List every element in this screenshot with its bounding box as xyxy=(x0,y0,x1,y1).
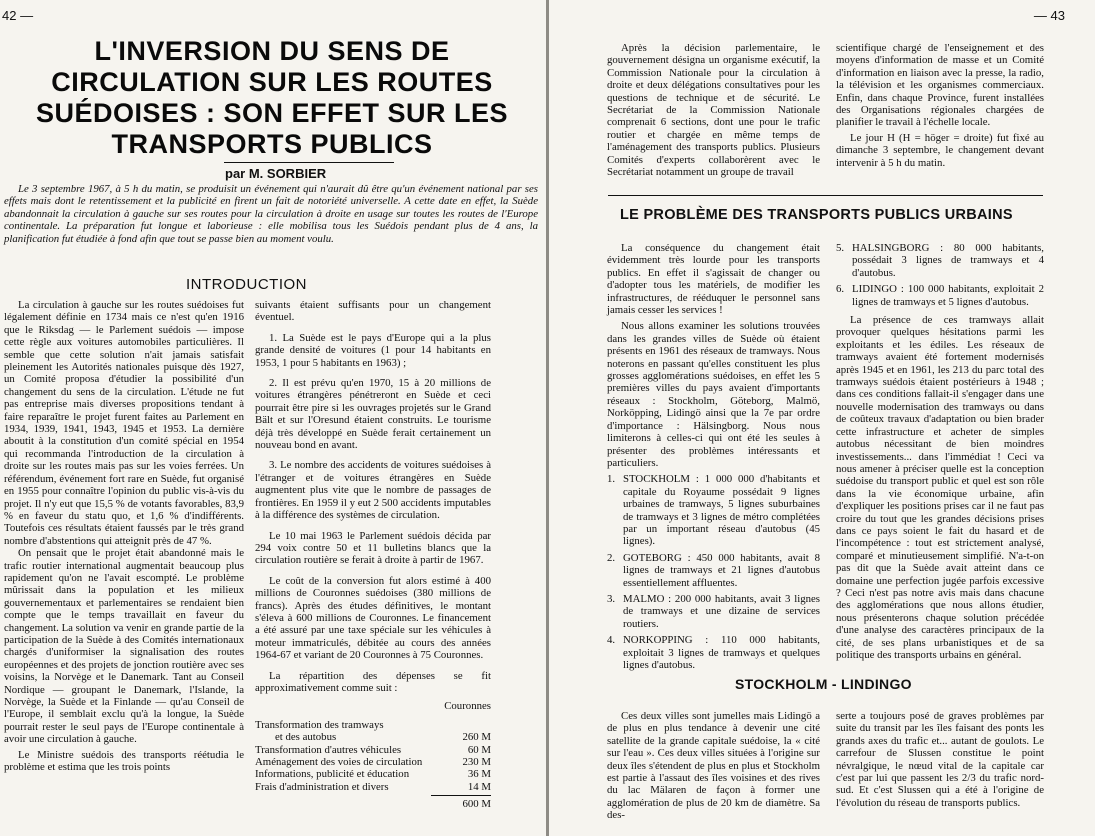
stockholm-paragraph-cont: serte a toujours posé de graves problèmes par suite du transit par les îles faisant des ponts les grands axes du trafic et... autant de goulots. Le carrefour de Slussen constitue le point névralgique, le nœud vital de la capitale car c'est par lui que passent les 2/3 du trafic nord-sud. Et c'est Slussen qui a été à l'origine de l'évolution du réseau de transports publics. xyxy=(836,710,1044,809)
reason-item-2: 2. Il est prévu qu'en 1970, 15 à 20 millions de voitures étrangères pénétreront en Suède et ceci pourrait être pire si les ouvrages projetés sur le Grand Bält et sur l'Oresund étaient construits. Le tourisme déjà très développé en Suède ferait certainement un nouveau bond en avant. xyxy=(255,377,491,452)
consequence-paragraph: La conséquence du changement était évidemment très lourde pour les transports publics. En effet il s'agissait de changer ou d'adopter tous les matériels, de modifier les infrastructures, de rééduquer le personnel sans jamais cesser les services ! xyxy=(607,242,820,317)
commission-paragraph-cont: scientifique chargé de l'enseignement et des moyens d'information de masse et un Comité d'information en liaison avec la presse, la radio, la télévision et les organismes commerciaux. Enfin, dans chaque Province, furent installées des Organisations régionales chargées de planifier le travail à l'échelle locale. xyxy=(836,42,1044,129)
city-item-norkopping: 4. NORKOPPING : 110 000 habitants, exploitait 3 lignes de tramways et quelques lignes d'autobus. xyxy=(607,634,820,671)
cost-table-header: Couronnes xyxy=(444,700,491,713)
right-page xyxy=(549,0,1095,836)
tramway-analysis-paragraph: La présence de ces tramways allait provoquer quelques hésitations parmi les exploitants et les édiles. Les réseaux de tramways avaient été fortement modernisés après 1945 et en 1961, les 213 du parc total des tramways suédois étaient postérieurs à 1948 ; dans ces conditions fallait-il s'engager dans une nouvelle modernisation des tramways ou dans de coûteux travaux d'adaptation ou bien brader cette infrastructure et acheter de simples autobus nécessitant de bien moindres investissements... dans l'immédiat ! Ceci va nous amener à préciser quelle est la conception suédoise du transport public et quel est son rôle dans la vie économique urbaine, afin d'expliquer les positions prises car il ne faut pas croire du tout que les grandes décisions prises dans ce pays soient le fait du hasard et de l'incompétence : tout est strictement analysé, comparé et minutieusement simplifié. N'a-t-on pas dit que la Suède avait atteint dans ce domaine une perfection jugée parfois excessive ? Ceci n'est pas notre avis mais dans chacune des agglomérations que nous allons étudier, nous présenterons chaque solution précédée d'une analyse des caractères principaux de la cité, de ses plans urbanistiques et de sa politique des transports urbains en général. xyxy=(836,314,1044,661)
intro-paragraph-2: On pensait que le projet était abandonné mais le trafic routier international augmentait beaucoup plus rapidement qu'on ne l'avait escompté. Le problème mûrissait dans la population et les milieux gouvernementaux et parlementaires se rendaient bien compte que le temps travaillait en faveur du changement. La solution va venir en grande partie de la participation de la Suède à des Comités internationaux chargés d'uniformiser la signalisation des routes européennes et des projets de jonction routière avec ses voisins, la Norvège et le Danemark. Tant au Conseil Nordique — groupant le Danemark, l'Islande, la Norvège, la Suède et la Finlande — qu'au Conseil de l'Europe, il semblait exclu qu'à la longue, la Suède pourrait rester le seul pays de l'Europe continentale à avoir une circulation à gauche. xyxy=(4,547,244,746)
cost-total: 600 M xyxy=(462,798,491,811)
bottom-column-2 xyxy=(836,710,1044,809)
left-page xyxy=(0,0,546,836)
cost-row: Transformation d'autres véhicules 60 M xyxy=(255,743,491,756)
commission-paragraph: Après la décision parlementaire, le gouvernement désigna un organisme exécutif, la Commission Nationale pour la circulation à droite et deux délégations consultatives pour les questions de technique et de sécurité. Le Secrétariat de la Commission Nationale comprenait 6 sections, dont une pour le trafic routier et chargée en même temps de l'aménagement des transports publics. Plusieurs Comités d'experts collaborèrent avec le Secrétariat notamment un groupe de travail xyxy=(607,42,820,179)
top-column-1 xyxy=(607,42,820,178)
intro-paragraph-1: La circulation à gauche sur les routes suédoises fut légalement définie en 1734 mais ce n'est qu'en 1916 que le Riksdag — le Parlement suédois — impose cette règle aux voitures automobiles particulières. Il semble que cette solution n'ait jamais satisfait pleinement les Autorités nationales puisque dès 1927, un Comité proposa d'étudier la possibilité d'un changement du sens de la circulation. L'étude ne fut pas entreprise mais diverses propositions tendant à faire reparaître le projet furent faites au Parlement en 1934, 1939, 1941, 1943, 1945 et 1953. La dernière aboutit à la constitution d'un comité spécial en 1954 qui recommanda l'introduction de la circulation à droite sur les routes mais pas sur les voies ferrées. Un référendum, événement fort rare en Suède, fut organisé en 1955 pour connaître l'opinion du public vis-à-vis du projet. Il n'y eut que 15,5 % de votants favorables, 83,9 % en faveur du statu quo, et 1,6 % d'indifférents. Toutefois ces résultats étaient faussés par le très grand nombre d'abstentions qui atteignit près de 47 %. xyxy=(4,299,244,547)
article-title: L'INVERSION DU SENS DE CIRCULATION SUR LES ROUTES SUÉDOISES : SON EFFET SUR LES TRANSPORTS PUBLICS xyxy=(35,36,509,159)
lead-paragraph: Le 3 septembre 1967, à 5 h du matin, se produisit un événement qui n'aurait dû être qu'un événement national par ses effets mais dont le retentissement et la publicité en firent un fait de notoriété universelle. A cette date en effet, la Suède abandonnait la circulation à gauche sur ses routes pour la circulation à droite en usage sur toutes les routes de l'Europe continentale. La préparation fut longue et laborieuse : elle mobilisa tous les Suédois pendant plus de 4 ans, la planification fut étudiée à fond afin que tout se passe bien au moment voulu. xyxy=(4,183,538,245)
city-item-stockholm: 1. STOCKHOLM : 1 000 000 d'habitants et capitale du Royaume possédait 9 lignes urbaines de tramways, 5 lignes suburbaines de tramways et 3 lignes de métro complétées par un important réseau d'autobus (45 lignes). xyxy=(607,473,820,548)
cost-row: Transformation des tramways xyxy=(255,718,384,731)
total-rule xyxy=(431,795,491,796)
decision-paragraph: Le 10 mai 1963 le Parlement suédois décida par 294 voix contre 50 et 11 bulletins blancs que la circulation routière se ferait à droite à partir de 1967. xyxy=(255,529,491,567)
city-item-malmo: 3. MALMO : 200 000 habitants, avait 3 lignes de tramways et une dizaine de services routiers. xyxy=(607,592,820,630)
section-divider xyxy=(608,195,1043,196)
reason-item-1: 1. La Suède est le pays d'Europe qui a la plus grande densité de voitures (1 pour 14 habitants en 1953, 1 pour 5 habitants en 1963) ; xyxy=(255,331,491,369)
stockholm-paragraph: Ces deux villes sont jumelles mais Lidingö a de plus en plus tendance à devenir une cité satellite de la grande capitale suédoise, la « cité sur l'eau ». Ces deux villes situées à l'origine sur deux îles s'étendent de plus en plus et Stockholm est partie à l'assaut des îles voisines et des rives du lac Mälaren de façon à former une agglomération de plus de 20 km de diamètre. Sa des- xyxy=(607,710,820,822)
section-heading-urban-transport: LE PROBLÈME DES TRANSPORTS PUBLICS URBAINS xyxy=(620,207,1013,223)
cities-paragraph: Nous allons examiner les solutions trouvées dans les grandes villes de Suède où étaient présents en 1961 des réseaux de tramways. Nous noterons en passant qu'elles constituent les plus grosses agglomérations suédoises, en effet les 5 premières villes du pays avaient d'importants réseaux : Stockholm, Göteborg, Malmö, Norköpping, Lidingö ainsi que la 7e par ordre d'importance : Hälsingborg. Nous nous limiterons à celles-ci qui ont été les seules à présenter des problèmes intéressants et particuliers. xyxy=(607,320,820,469)
left-column-1 xyxy=(4,299,244,773)
cost-table xyxy=(255,700,491,810)
cost-paragraph: Le coût de la conversion fut alors estimé à 400 millions de Couronnes suédoises (380 millions de francs). Après des études définitives, le montant s'éleva à 600 millions de Couronnes. Le financement a été assuré par une taxe spéciale sur les véhicules à moteur immatriculés, débitée au cours des années 1964-67 et variant de 20 Couronnes à 75 Couronnes. xyxy=(255,574,491,662)
intro-paragraph-3: Le Ministre suédois des transports réétudia le problème et estima que les trois points xyxy=(4,748,244,774)
author-byline: par M. SORBIER xyxy=(225,166,327,181)
reason-item-3: 3. Le nombre des accidents de voitures suédoises à l'étranger et de voitures étrangères en Suède augmentent plus vite que le nombre de passages de frontières. En 1959 il y eut 2 500 accidents imputables à la différence des systèmes de circulation. xyxy=(255,459,491,522)
page-number: — 43 xyxy=(1033,8,1065,23)
subheading-stockholm-lidingo: STOCKHOLM - LINDINGO xyxy=(735,676,912,692)
distribution-paragraph: La répartition des dépenses se fit approximativement comme suit : xyxy=(255,669,491,694)
page-number: 42 — xyxy=(2,8,34,23)
author-rule xyxy=(224,162,394,163)
left-column-2 xyxy=(255,299,491,811)
cost-row: Informations, publicité et éducation 36 M xyxy=(255,768,491,781)
right-column-1 xyxy=(607,242,820,675)
cost-row: Aménagement des voies de circulation 230 M xyxy=(255,756,491,768)
col2-intro: suivants étaient suffisants pour un changement éventuel. xyxy=(255,299,491,324)
section-heading-introduction: INTRODUCTION xyxy=(186,276,307,293)
city-item-halsingborg: 5. HALSINGBORG : 80 000 habitants, possédait 3 lignes de tramways et 4 d'autobus. xyxy=(836,242,1044,279)
top-column-2 xyxy=(836,42,1044,169)
bottom-column-1 xyxy=(607,710,820,822)
city-item-goteborg: 2. GOTEBORG : 450 000 habitants, avait 8 lignes de tramways et 21 lignes d'autobus essentiellement affluentes. xyxy=(607,551,820,589)
jour-h-paragraph: Le jour H (H = höger = droite) fut fixé au dimanche 3 septembre, le changement devant intervenir à 5 h du matin. xyxy=(836,131,1044,169)
right-column-2 xyxy=(836,242,1044,661)
city-item-lidingo: 6. LIDINGO : 100 000 habitants, exploitait 2 lignes de tramways et 5 lignes d'autobus. xyxy=(836,283,1044,308)
cost-row: et des autobus 260 M xyxy=(275,731,491,744)
city-list xyxy=(607,473,820,671)
cost-row: Frais d'administration et divers 14 M xyxy=(255,780,491,793)
